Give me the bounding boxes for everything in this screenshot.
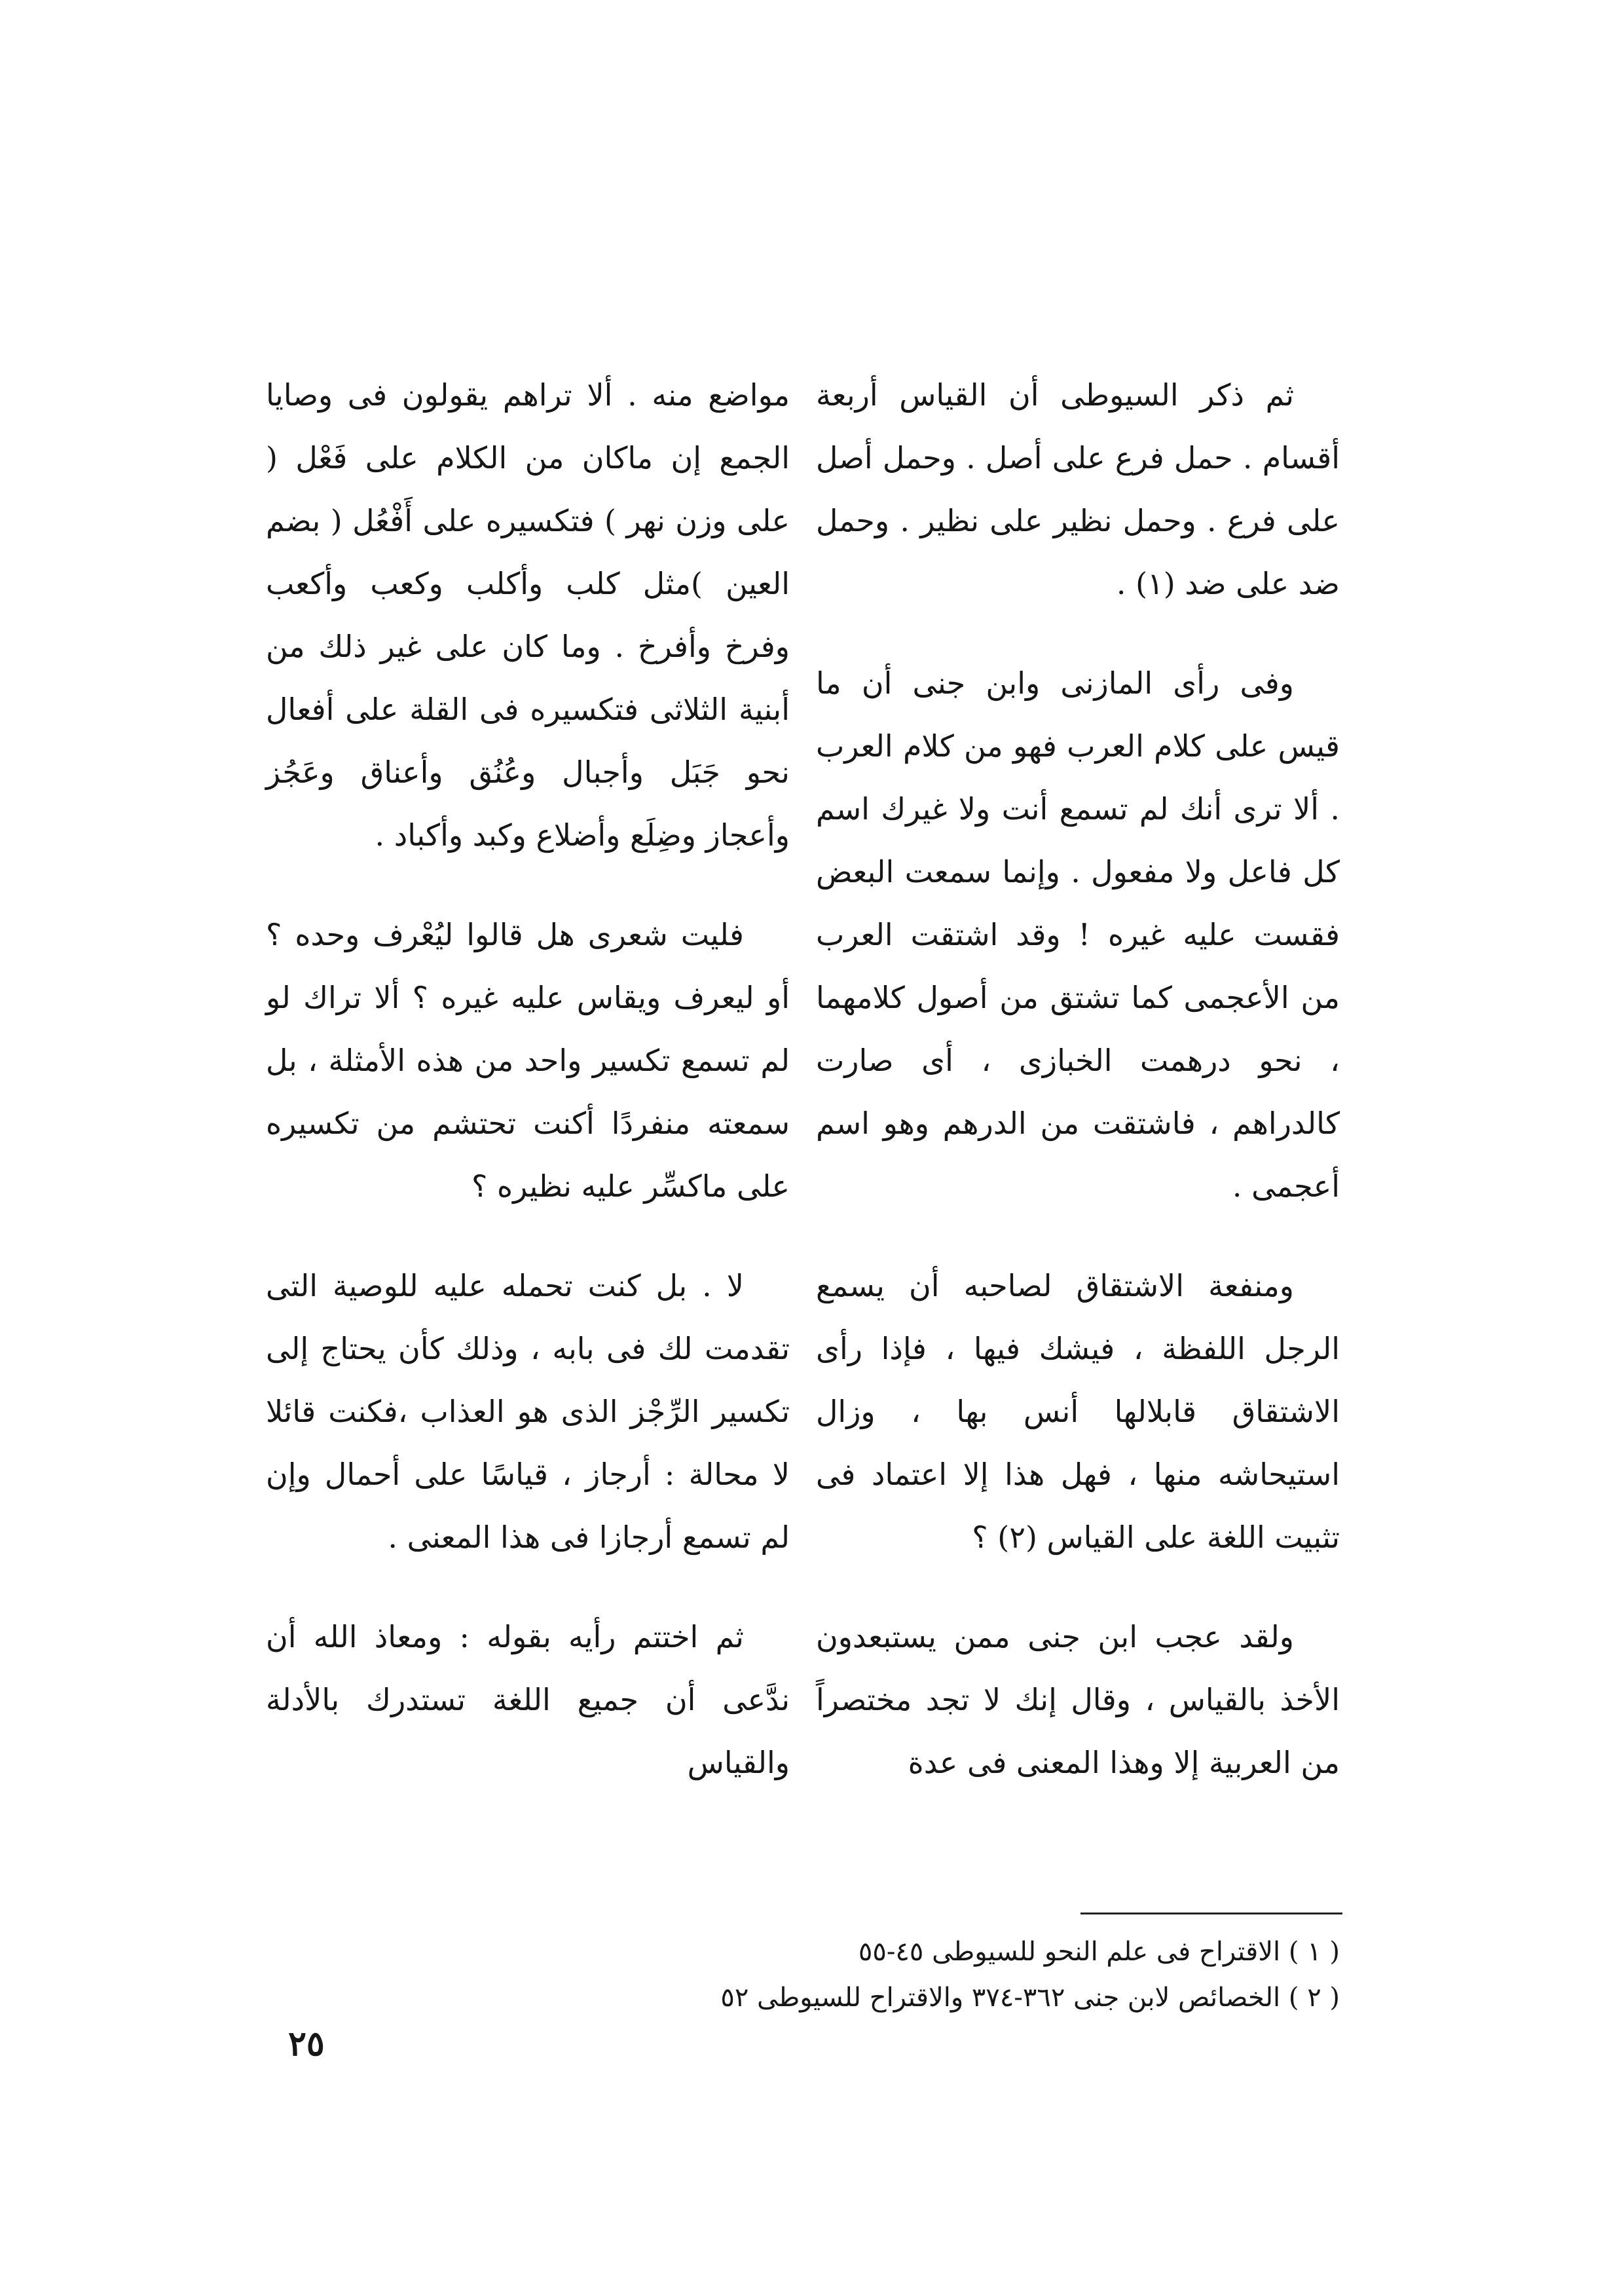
- right-text-column: [816, 364, 1340, 1831]
- paragraph: فليت شعرى هل قالوا ليُعْرف وحده ؟ أو ليعرف ويقاس عليه غيره ؟ ألا تراك لو لم تسمع تكسير واحد من هذه الأمثلة ، بل سمعته منفردًا أكنت تحتشم من تكسيره على ماكسِّر عليه نظيره ؟: [266, 917, 790, 1204]
- paragraph: ثم ذكر السيوطى أن القياس أربعة أقسام . حمل فرع على أصل . وحمل أصل على فرع . وحمل نظير على نظير . وحمل ضد على ضد (١) .: [816, 377, 1340, 601]
- paragraph: مواضع منه . ألا تراهم يقولون فى وصايا الجمع إن ماكان من الكلام على فَعْل ( على وزن نهر ) فتكسيره على أَفْعُل ( بضم العين )مثل كلب وأكلب وكعب وأكعب وفرخ وأفرخ . وما كان على غير ذلك من أبنية الثلاثى فتكسيره فى القلة على أفعال نحو جَبَل وأجبال وعُنُق وأعناق وعَجُز وأعجاز وضِلَع وأضلاع وكبد وأكباد .: [266, 377, 790, 853]
- page-number: ٢٥: [288, 2024, 325, 2064]
- paragraph: وفى رأى المازنى وابن جنى أن ما قيس على كلام العرب فهو من كلام العرب . ألا ترى أنك لم تسمع أنت ولا غيرك اسم كل فاعل ولا مفعول . وإنما سمعت البعض فقست عليه غيره ! وقد اشتقت العرب من الأعجمى كما تشتق من أصول كلامهما ، نحو درهمت الخبازى ، أى صارت كالدراهم ، فاشتقت من الدرهم وهو اسم أعجمى .: [816, 665, 1340, 1204]
- paragraph: ومنفعة الاشتقاق لصاحبه أن يسمع الرجل اللفظة ، فيشك فيها ، فإذا رأى الاشتقاق قابلالها أنس بها ، وزال استيحاشه منها ، فهل هذا إلا اعتماد فى تثبيت اللغة على القياس (٢) ؟: [816, 1268, 1340, 1555]
- left-text-column: [266, 364, 790, 1831]
- footnote: ( ١ ) الاقتراح فى علم النحو للسيوطى ٤٥-٥٥: [858, 1937, 1340, 1967]
- paragraph: لا . بل كنت تحمله عليه للوصية التى تقدمت لك فى بابه ، وذلك كأن يحتاج إلى تكسير الرِّجْز الذى هو العذاب ،فكنت قائلا لا محالة : أرجاز ، قياسًا على أحمال وإن لم تسمع أرجازا فى هذا المعنى .: [266, 1268, 790, 1555]
- paragraph: ولقد عجب ابن جنى ممن يستبعدون الأخذ بالقياس ، وقال إنك لا تجد مختصراً من العربية إلا وهذا المعنى فى عدة: [816, 1619, 1340, 1780]
- footnotes: [266, 1929, 1340, 2021]
- footnote: ( ٢ ) الخصائص لابن جنى ٣٦٢-٣٧٤ والاقتراح للسيوطى ٥٢: [720, 1983, 1340, 2013]
- footnote-divider: [1080, 1912, 1342, 1914]
- paragraph: ثم اختتم رأيه بقوله : ومعاذ الله أن ندَّعى أن جميع اللغة تستدرك بالأدلة والقياس: [266, 1619, 790, 1780]
